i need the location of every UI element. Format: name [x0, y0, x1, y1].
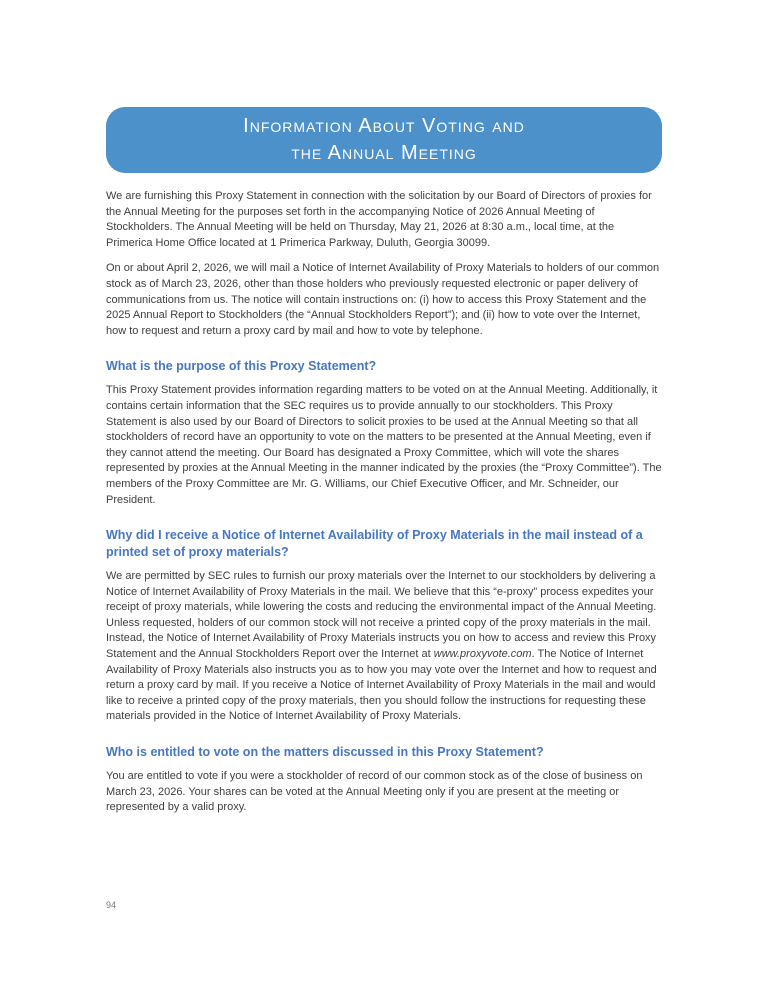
page-number: 94 — [106, 900, 117, 910]
banner-title-line-1: Information About Voting and — [243, 115, 525, 137]
purpose-paragraph: This Proxy Statement provides information regarding matters to be voted on at the Annual Meeting. Additionally, it contains certain information that the SEC requires us to provide annually to our stockholders. This Proxy Statement is also used by our Board of Directors to solicit proxies to be used at the Annual Meeting so that all stockholders of record have an opportunity to vote on the matters to be presented at the Annual Meeting, even if they cannot attend the meeting. Our Board has designated a Proxy Committee, which will vote the shares represented by proxies at the Annual Meeting in the manner indicated by the proxies (the “Proxy Committee”). The members of the Proxy Committee are Mr. G. Williams, our Chief Executive Officer, and Mr. Schneider, our President. — [106, 384, 662, 506]
notice-text-before-url: We are permitted by SEC rules to furnish our proxy materials over the Internet to our stockholders by delivering a Notice of Internet Availability of Proxy Materials in the mail. We believe that this “e-proxy” process expedites your receipt of proxy materials, while lowering the costs and reducing the environmental impact of the Annual Meeting. Unless requested, holders of our common stock will not receive a printed copy of the proxy materials in the mail. Instead, the Notice of Internet Availability of Proxy Materials instructs you on how to access and review this Proxy Statement and the Annual Stockholders Report over the Internet at — [106, 570, 657, 661]
heading-entitled-question: Who is entitled to vote on the matters discussed in this Proxy Statement? — [106, 745, 544, 760]
proxyvote-url-text: www.proxyvote.com — [433, 648, 532, 661]
intro-paragraph-2: On or about April 2, 2026, we will mail a Notice of Internet Availability of Proxy Materials to holders of our common stock as of March 23, 2026, other than those holders who previously requested electronic or paper delivery of communications from us. The notice will contain instructions on: (i) how to access this Proxy Statement and the 2025 Annual Report to Stockholders (the “Annual Stockholders Report”); and (ii) how to vote over the Internet, how to request and return a proxy card by mail and how to vote by telephone. — [106, 262, 660, 337]
intro-paragraph-1: We are furnishing this Proxy Statement in connection with the solicitation by our Board of Directors of proxies for the Annual Meeting for the purposes set forth in the accompanying Notice of 2026 Annual Meeting of Stockholders. The Annual Meeting will be held on Thursday, May 21, 2026 at 8:30 a.m., local time, at the Primerica Home Office located at 1 Primerica Parkway, Duluth, Georgia 30099. — [106, 190, 652, 249]
notice-text-after-url: . The Notice of Internet Availability of Proxy Materials also instructs you as to how you may vote over the Internet and how to request and return a proxy card by mail. If you receive a Notice of Internet Availability of Proxy Materials in the mail and would like to receive a printed copy of the proxy materials, then you should follow the instructions for requesting these materials provided in the Notice of Internet Availability of Proxy Materials. — [106, 648, 657, 723]
notice-paragraph — [106, 569, 662, 725]
section-title-banner — [106, 107, 662, 173]
page-content — [106, 107, 662, 826]
heading-notice-question: Why did I receive a Notice of Internet Availability of Proxy Materials in the mail instead of a printed set of proxy materials? — [106, 528, 643, 560]
heading-purpose-question: What is the purpose of this Proxy Statement? — [106, 359, 377, 374]
entitled-paragraph: You are entitled to vote if you were a stockholder of record of our common stock as of the close of business on March 23, 2026. Your shares can be voted at the Annual Meeting only if you are present at the meeting or represented by a valid proxy. — [106, 770, 643, 814]
banner-title-line-2: the Annual Meeting — [291, 142, 477, 164]
